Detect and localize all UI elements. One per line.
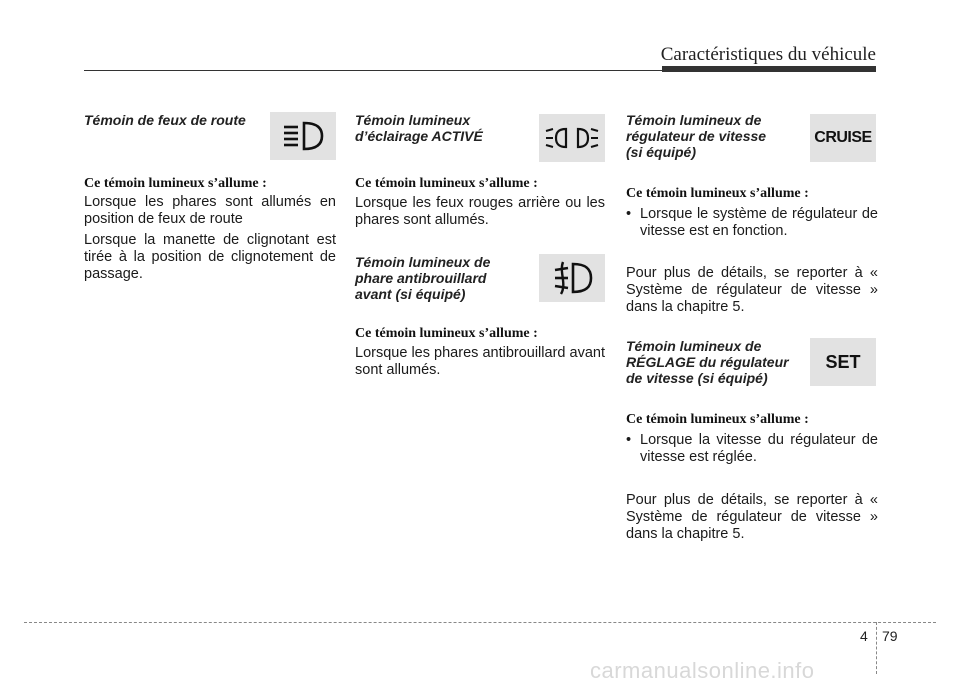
list-item: • Lorsque la vitesse du régulateur de vitesse est réglée. (626, 432, 878, 465)
watermark: carmanualsonline.info (590, 658, 815, 683)
header-rule-accent (662, 66, 876, 72)
lead-text: Ce témoin lumineux s’allume : (626, 186, 809, 201)
lead-text: Ce témoin lumineux s’allume : (355, 326, 538, 341)
set-icon: SET (810, 338, 876, 386)
heading-set (626, 338, 806, 386)
lead-text: Ce témoin lumineux s’allume : (355, 176, 538, 191)
page-header-title: Caractéristiques du véhicule (660, 44, 876, 65)
footer-rule (24, 622, 936, 623)
heading-line: Témoin lumineux de (626, 112, 762, 128)
note-paragraph: Pour plus de détails, se reporter à « Système de régulateur de vitesse » dans la chapitre 5. (626, 265, 878, 315)
heading-line: de vitesse (si équipé) (626, 370, 768, 386)
paragraph: Lorsque la manette de clignotant est tirée à la position de clignotement de passage. (84, 232, 336, 282)
paragraph: Lorsque les phares antibrouillard avant sont allumés. (355, 345, 605, 378)
heading-line: Témoin lumineux de (355, 254, 491, 270)
front-fog-light-icon (539, 254, 605, 302)
bullet-text: Lorsque la vitesse du régulateur de vitesse est réglée. (640, 432, 878, 465)
heading-line: (si équipé) (626, 144, 697, 160)
heading-cruise (626, 112, 806, 160)
lead-text: Ce témoin lumineux s’allume : (626, 412, 809, 427)
heading-line: avant (si équipé) (355, 286, 466, 302)
heading-line: RÉGLAGE du régulateur (626, 354, 789, 370)
cruise-icon: CRUISE (810, 114, 876, 162)
heading-line: Témoin lumineux (355, 112, 471, 128)
footer-divider (876, 622, 877, 674)
chapter-number: 4 (860, 628, 868, 644)
heading-line: phare antibrouillard (355, 270, 487, 286)
paragraph: Lorsque les feux rouges arrière ou les phares sont allumés. (355, 195, 605, 228)
list-item: • Lorsque le système de régulateur de vitesse est en fonction. (626, 206, 878, 239)
heading-active-light (355, 112, 535, 144)
note-paragraph: Pour plus de détails, se reporter à « Système de régulateur de vitesse » dans la chapitre 5. (626, 492, 878, 542)
heading-fog-light (355, 254, 535, 302)
lead-text: Ce témoin lumineux s’allume : (84, 176, 267, 191)
heading-line: d’éclairage ACTIVÉ (355, 128, 483, 144)
tail-light-icon (539, 114, 605, 162)
heading-line: régulateur de vitesse (626, 128, 767, 144)
paragraph: Lorsque les phares sont allumés en position de feux de route (84, 194, 336, 227)
high-beam-icon (270, 112, 336, 160)
page-number: 79 (882, 628, 898, 644)
heading-line: Témoin lumineux de (626, 338, 762, 354)
bullet-text: Lorsque le système de régulateur de vitesse est en fonction. (640, 206, 878, 239)
heading-high-beam: Témoin de feux de route (84, 112, 246, 128)
